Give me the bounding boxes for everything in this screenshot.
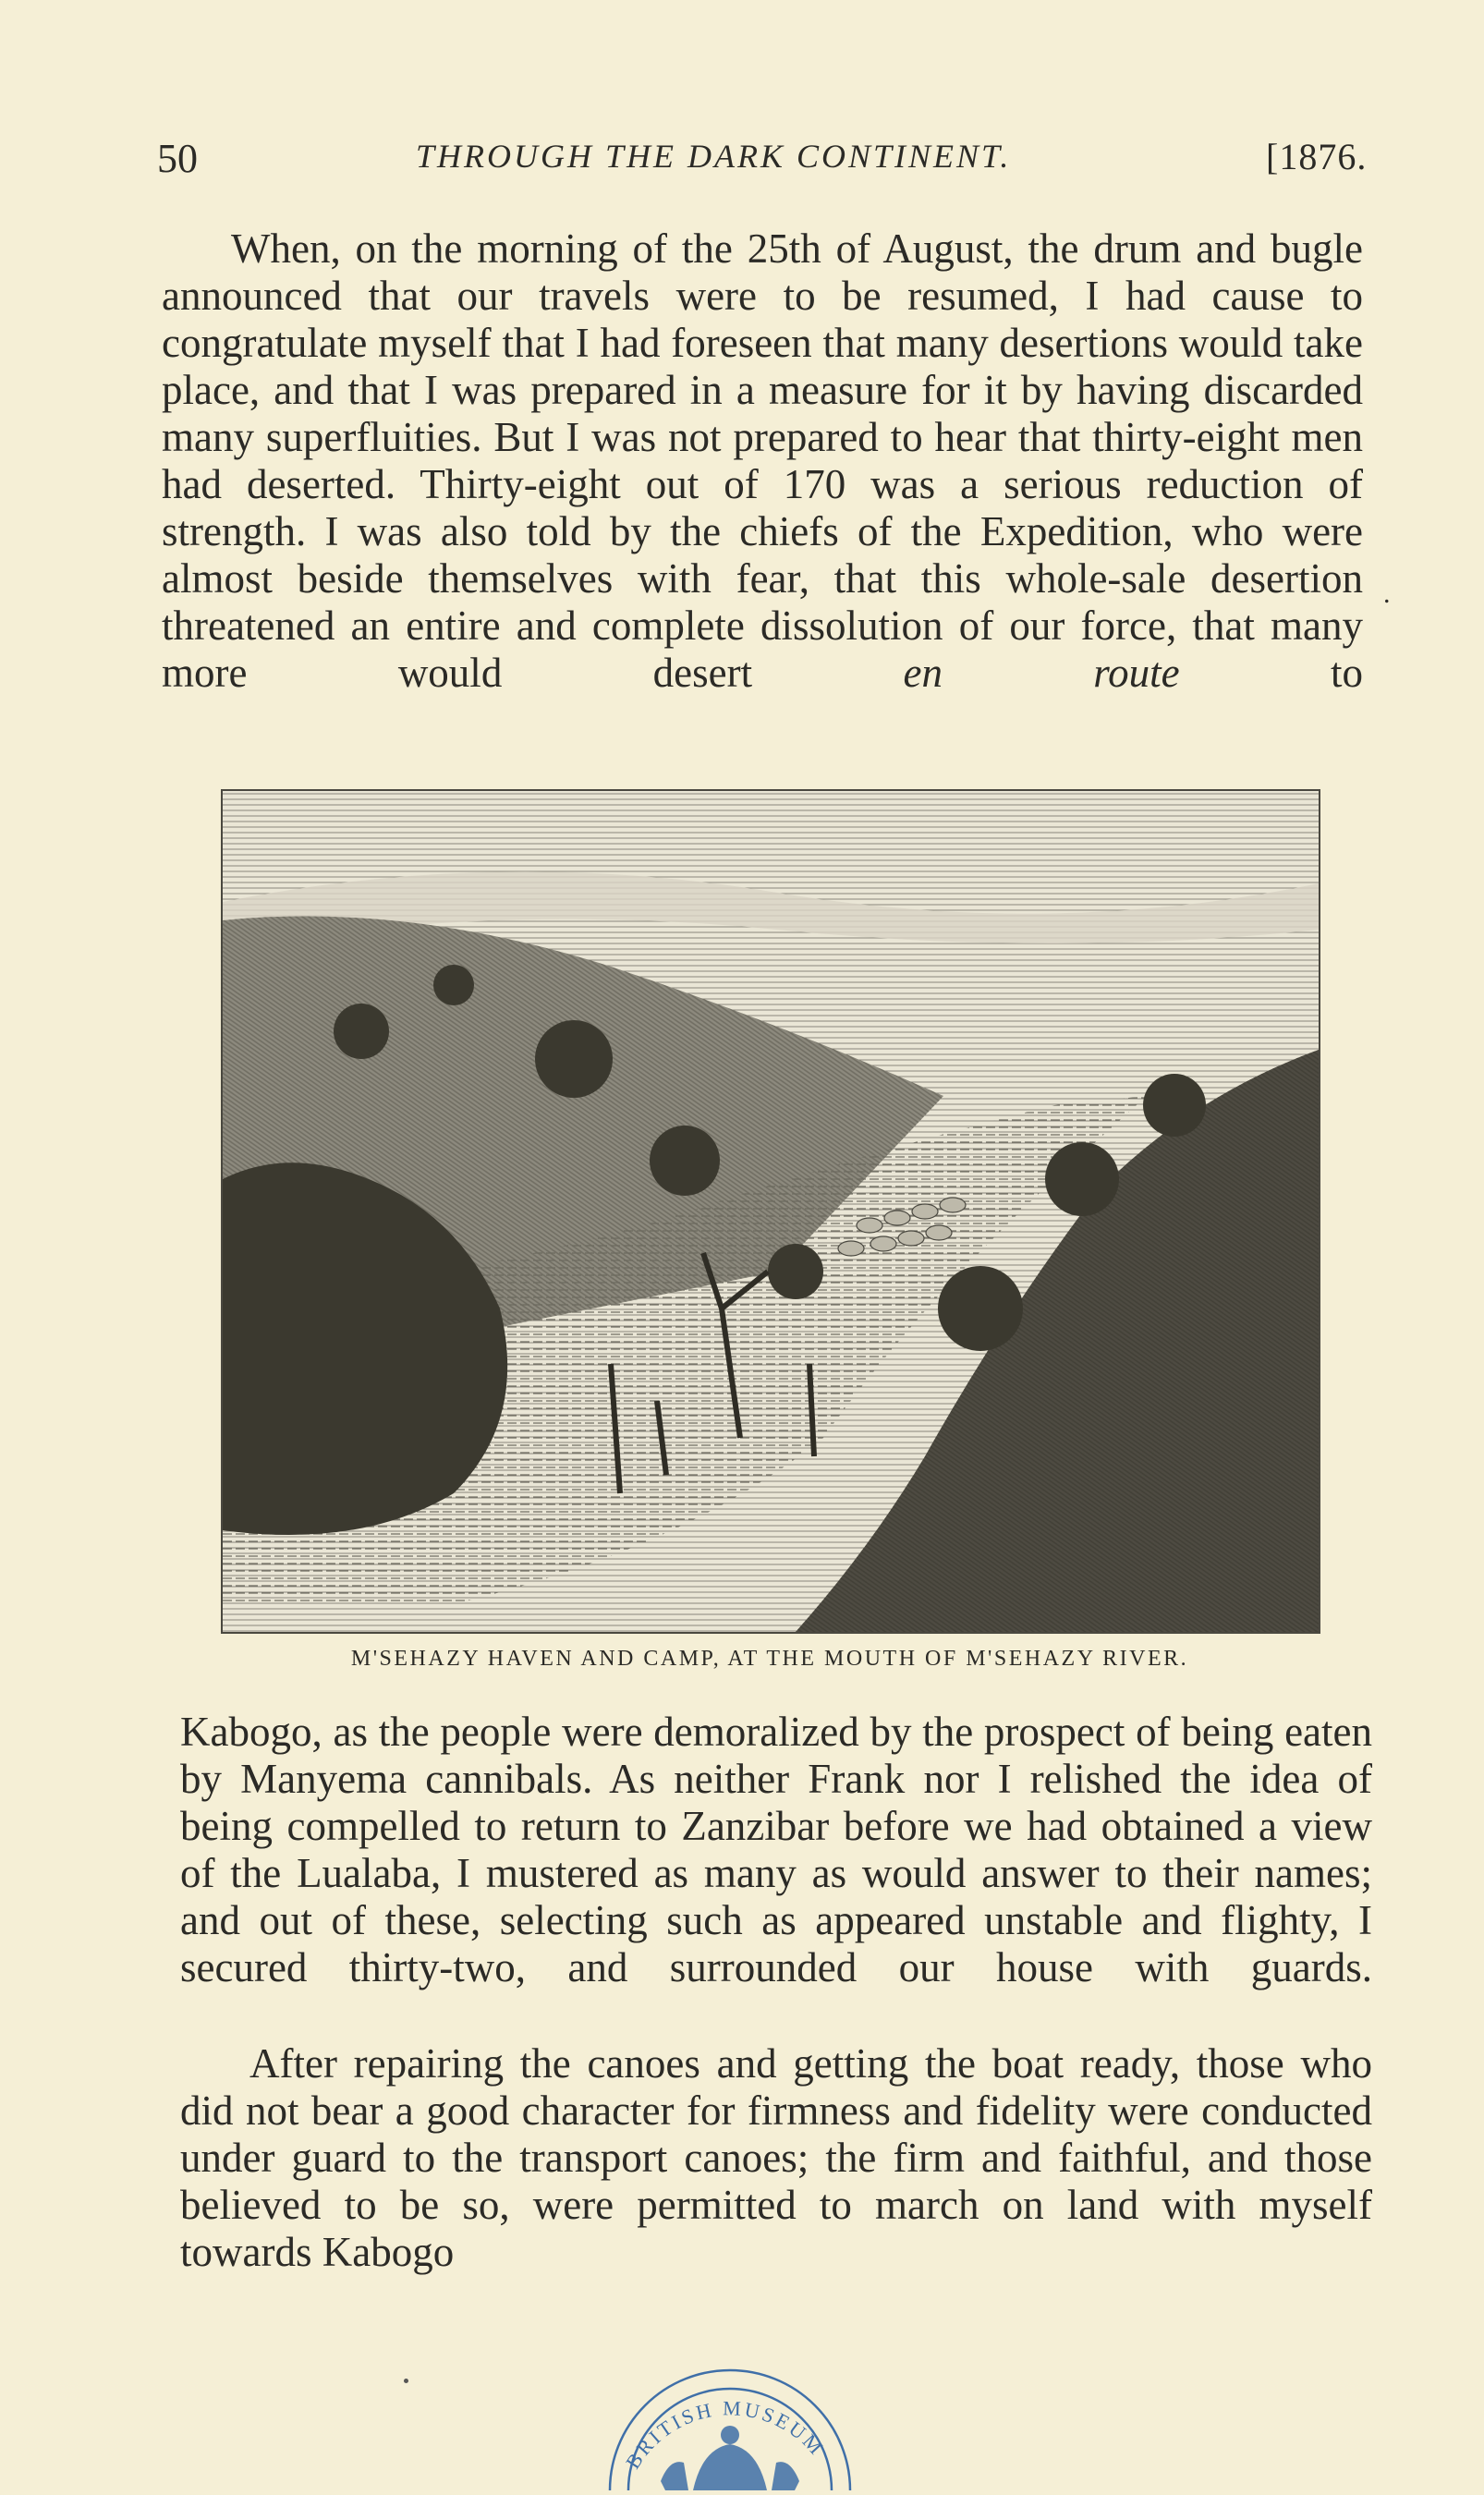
ink-speck [404, 2379, 408, 2383]
running-title: THROUGH THE DARK CONTINENT. [416, 138, 1012, 175]
paragraph-1 [162, 225, 1363, 697]
margin-dot: . [1383, 578, 1391, 609]
page-number: 50 [157, 136, 198, 181]
paragraph-2: Kabogo, as the people were demoralized by the prospect of being eaten by Manyema cannibals. As neither Frank nor I relished the idea of being compelled to return to Zanzibar before we had obtained a view of the Lualaba, I mustered as many as would answer to their names; and out of these, selecting such as appeared unstable and flighty, I secured thirty-two, and surrounded our house with guards. [180, 1709, 1372, 1990]
paragraph-1-text: When, on the morning of the 25th of August, the drum and bugle announced that our travels were to be resumed, I had cause to congratulate myself that I had foreseen that many desertions would take place, and that I was prepared in a measure for it by having discarded many superfluities. But I was not prepared to hear that thirty-eight men had deserted. Thirty-eight out of 170 was a serious reduction of strength. I was also told by the chiefs of the Expedition, who were almost beside themselves with fear, that this whole-sale desertion threatened an entire and complete dissolution of our force, that many more would desert [162, 225, 1363, 696]
paragraph-3: After repairing the canoes and getting the boat ready, those who did not bear a good character for firmness and fidelity were conducted under guard to the transport canoes; the firm and faithful, and those believed to be so, were permitted to march on land with myself towards Kabogo [180, 2040, 1372, 2275]
paragraph-1-end: to [1331, 650, 1364, 696]
italic-phrase: en route [903, 650, 1180, 696]
library-stamp [591, 2361, 869, 2490]
engraving-illustration [221, 789, 1320, 1634]
stamp-text: BRITISH MUSEUM [621, 2396, 830, 2473]
figure-caption: M'SEHAZY HAVEN AND CAMP, AT THE MOUTH OF M'SEHAZY RIVER. [350, 1647, 1189, 1671]
year-marker: [1876. [1266, 136, 1368, 177]
